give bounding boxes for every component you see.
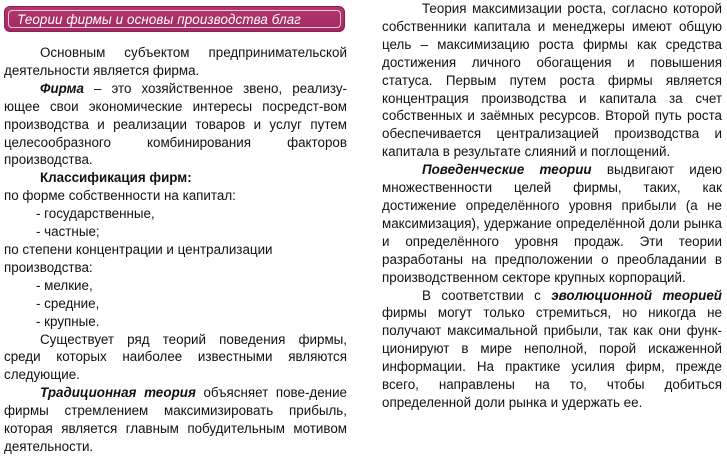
paragraph-theories-intro: Существует ряд теорий поведения фирмы, среди которых наиболее известными являются следующие.: [4, 331, 347, 383]
behavioral-theories-text: выдвигают идею множественности целей фирмы, таких, как достижение определённого уровня прибыли (а не максимизация), удержание определённой доли рынка и определённого уровня продаж. Эти теории разработаны на предположении о преобладании в производственном секторе крупных корпораций.: [382, 162, 723, 285]
paragraph-traditional-theory: [4, 384, 347, 456]
term-theory: теорией: [662, 287, 722, 303]
firm-definition-text: – это хозяйственное звено, реализу-ющее свои экономические интересы посредст-вом производства и реализации товаров и услуг путем целесообразного комбинирования факторов производства.: [4, 80, 347, 168]
left-content: [4, 44, 347, 456]
ownership-label: по форме собственности на капитал:: [4, 188, 236, 204]
section-title: Теории фирмы и основы производства благ: [17, 12, 301, 27]
list-item: - частные;: [36, 224, 100, 240]
right-column: [382, 0, 722, 412]
list-item: - государственные,: [36, 206, 155, 222]
paragraph-firm-definition: [4, 80, 347, 170]
left-column: [4, 0, 347, 456]
term-behavioral-theories: Поведенческие теории: [422, 162, 592, 178]
term-evolutionary: эволюционной: [551, 287, 653, 303]
list-item: - крупные.: [36, 313, 100, 329]
concentration-label: по степени концентрации и централизации производства:: [4, 241, 273, 275]
paragraph-behavioral-theories: [382, 161, 722, 286]
evolutionary-intro: В соответствии с: [422, 287, 552, 303]
list-item: - средние,: [36, 295, 100, 311]
paragraph-evolutionary-theory: [382, 287, 722, 412]
term-traditional-theory: Традиционная теория: [40, 385, 196, 401]
right-content: [382, 0, 722, 412]
term-firm: Фирма: [40, 80, 84, 96]
paragraph-growth-theory: Теория максимизации роста, согласно которой собственники капитала и менеджеры имеют общую цель – максимизацию роста фирмы как средства достижения личного обогащения и повышения статуса. Первым путем роста фирмы является концентрация производства и капитала за счет собственных и заёмных ресурсов. Второй путь роста обеспечивается централизацией производства и капитала в результате слияний и поглощений.: [382, 1, 722, 160]
classification-heading: Классификация фирм:: [40, 170, 192, 186]
list-item: - мелкие,: [36, 277, 93, 293]
traditional-theory-text: объясняет пове-дение фирмы стремлением максимизировать прибыль, которая является главным побудительным мотивом деятельности.: [4, 385, 347, 454]
paragraph-main-subject: Основным субъектом предпринимательской деятельности является фирма.: [4, 45, 347, 78]
evolutionary-theory-text: фирмы могут только стремиться, но никогда не получают максимальной прибыли, так как они функ-ционируют в мире неполной, порой искаженной информации. На практике усилия фирм, прежде всего, направлены на то, чтобы добиться определенной доли рынка и удержать ее.: [382, 305, 722, 410]
section-banner: [4, 6, 345, 32]
